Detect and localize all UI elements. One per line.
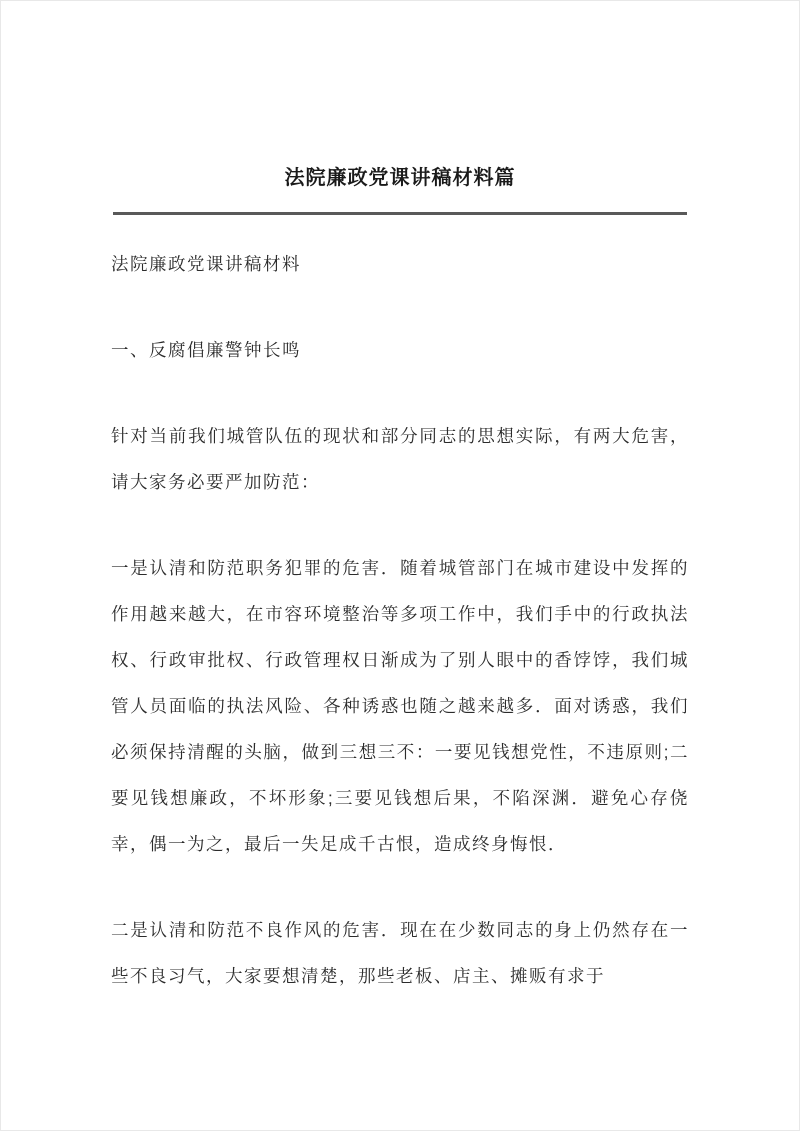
paragraph: 一、反腐倡廉警钟长鸣 [111,340,301,360]
paragraph: 法院廉政党课讲稿材料 [111,254,301,274]
title-divider [113,212,687,215]
document-content [1,1,799,999]
paragraph: 二是认清和防范不良作风的危害．现在在少数同志的身上仍然存在一些不良习气，大家要想清楚，那些老板、店主、摊贩有求于 [111,920,689,986]
paragraph: 针对当前我们城管队伍的现状和部分同志的思想实际，有两大危害，请大家务必要严加防范： [111,426,689,492]
document-title: 法院廉政党课讲稿材料篇 [284,167,516,189]
paragraph: 一是认清和防范职务犯罪的危害．随着城管部门在城市建设中发挥的作用越来越大，在市容环境整治等多项工作中，我们手中的行政执法权、行政审批权、行政管理权日渐成为了别人眼中的香饽饽，我们城管人员面临的执法风险、各种诱惑也随之越来越多．面对诱惑，我们必须保持清醒的头脑，做到三想三不：一要见钱想党性，不违原则;二要见钱想廉政，不坏形象;三要见钱想后果，不陷深渊．避免心存侥幸，偶一为之，最后一失足成千古恨，造成终身悔恨． [111,558,689,854]
